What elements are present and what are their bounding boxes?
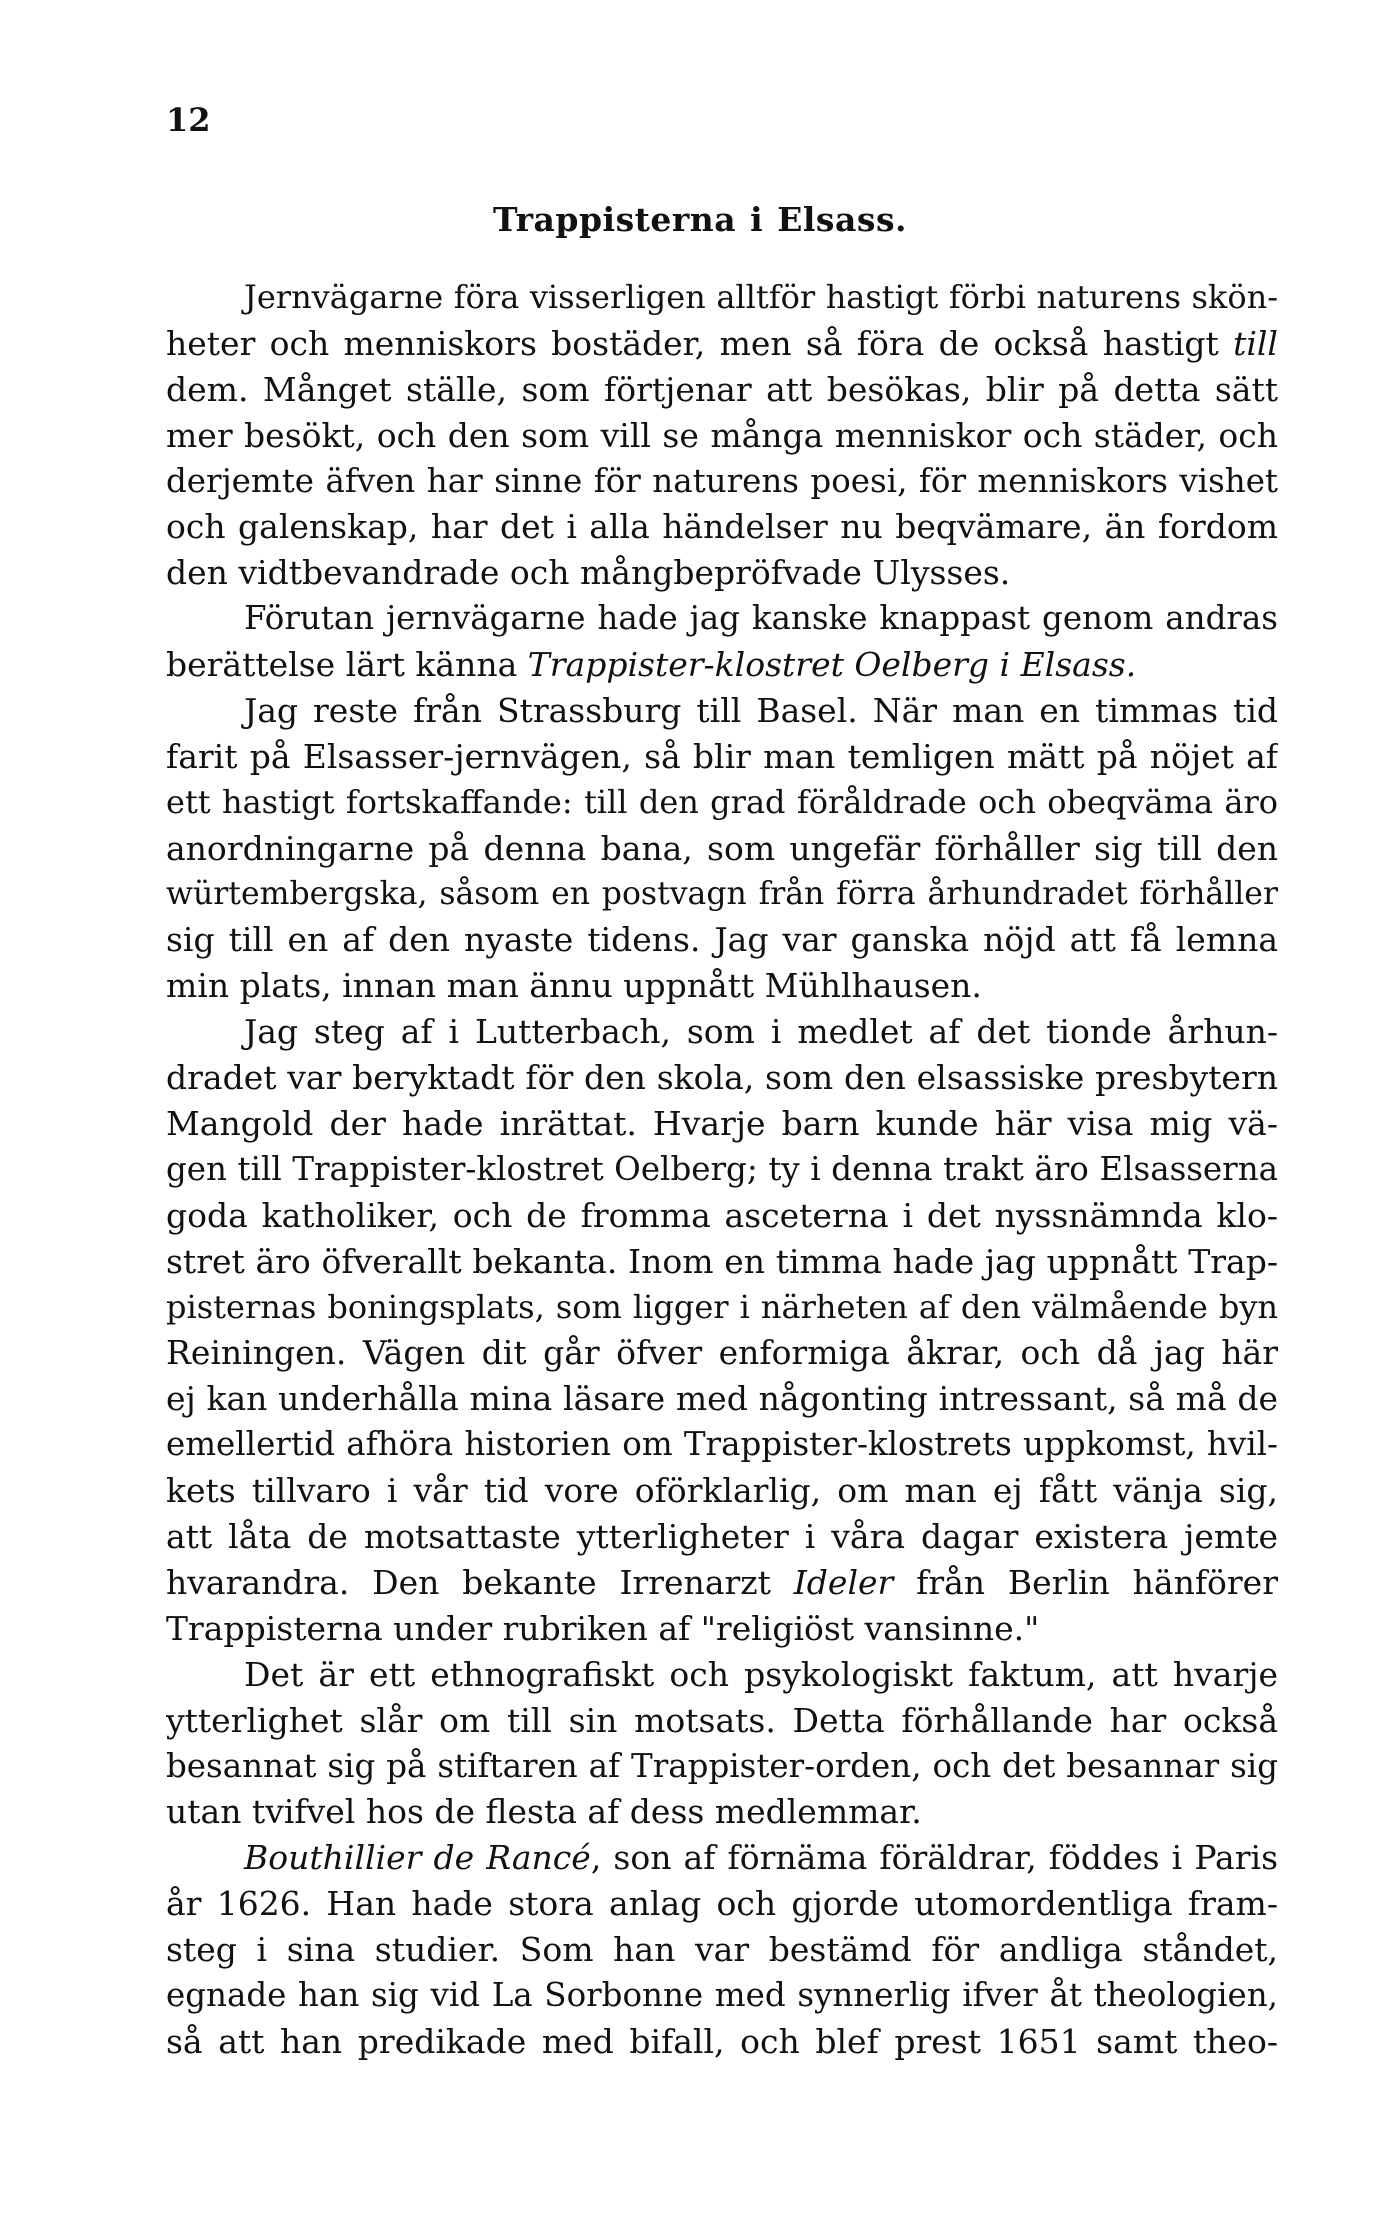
text-segment: emellertid afhöra historien om Trappister-klostrets uppkomst, hvil- bbox=[166, 1425, 1278, 1464]
text-line bbox=[166, 780, 1278, 826]
page-number: 12 bbox=[166, 101, 211, 139]
text-line bbox=[166, 1789, 1278, 1835]
text-segment: dradet var beryktadt för den skola, som den elsassiske presbytern bbox=[166, 1058, 1278, 1098]
text-segment: hvarandra. Den bekante Irrenarzt bbox=[166, 1562, 794, 1602]
text-segment: kets tillvaro i vår tid vore oförklarlig, om man ej fått vänja sig, bbox=[166, 1471, 1278, 1511]
text-line bbox=[166, 1514, 1278, 1560]
emphasized-text: till bbox=[1233, 323, 1278, 363]
text-segment: dem. Månget ställe, som förtjenar att besökas, blir på detta sätt bbox=[166, 369, 1278, 409]
text-segment: Reiningen. Vägen dit går öfver enformiga åkrar, och då jag här bbox=[166, 1333, 1278, 1373]
text-segment: stret äro öfverallt bekanta. Inom en timma hade jag uppnått Trap- bbox=[166, 1241, 1278, 1281]
text-line bbox=[166, 1285, 1278, 1331]
text-line bbox=[166, 1744, 1278, 1790]
text-segment: würtembergska, såsom en postvagn från förra århundradet förhåller bbox=[166, 875, 1278, 912]
chapter-title-word-3: Elsass. bbox=[777, 200, 908, 239]
text-line bbox=[166, 550, 1278, 596]
text-line bbox=[166, 734, 1278, 780]
text-segment: anordningarne på denna bana, som ungefär förhåller sig till den bbox=[166, 828, 1278, 868]
text-segment: utan tvifvel hos de flesta af dess medlemmar. bbox=[166, 1792, 922, 1832]
text-line bbox=[166, 1009, 1278, 1055]
text-segment: Trappisterna under rubriken af "religiöst vansinne." bbox=[166, 1608, 1040, 1648]
chapter-title bbox=[0, 200, 1400, 239]
text-line bbox=[166, 1881, 1278, 1927]
text-line bbox=[166, 1560, 1278, 1606]
text-segment: år 1626. Han hade stora anlag och gjorde utomordentliga fram- bbox=[166, 1884, 1278, 1924]
text-line bbox=[166, 1147, 1278, 1193]
text-segment: Jag steg af i Lutterbach, som i medlet af det tionde århun- bbox=[244, 1012, 1278, 1052]
text-segment: pisternas boningsplats, som ligger i närheten af den välmående byn bbox=[166, 1287, 1278, 1326]
text-segment: att låta de motsattaste ytterligheter i våra dagar existera jemte bbox=[166, 1517, 1278, 1557]
text-segment: så att han predikade med bifall, och blef prest 1651 samt theo- bbox=[166, 2021, 1278, 2061]
text-line bbox=[166, 413, 1278, 459]
text-segment: ett hastigt fortskaffande: till den grad föråldrade och obeqväma äro bbox=[166, 782, 1278, 821]
text-segment: goda katholiker, och de fromma asceterna i det nyssnämnda klo- bbox=[166, 1195, 1278, 1235]
text-line bbox=[166, 1835, 1278, 1881]
text-line bbox=[166, 1376, 1278, 1422]
text-line bbox=[166, 367, 1278, 413]
text-segment: farit på Elsasser-jernvägen, så blir man temligen mätt på nöjet af bbox=[166, 736, 1278, 776]
chapter-title-word-2: i bbox=[750, 200, 764, 239]
text-line bbox=[166, 504, 1278, 550]
text-segment: från Berlin hänförer bbox=[893, 1562, 1278, 1602]
text-segment: besannat sig på stiftaren af Trappister-orden, och det besannar sig bbox=[166, 1746, 1278, 1785]
text-line bbox=[166, 1698, 1278, 1744]
text-segment: Mangold der hade inrättat. Hvarje barn kunde här visa mig vä- bbox=[166, 1104, 1278, 1144]
text-segment: gen till Trappister-klostret Oelberg; ty i denna trakt äro Elsasserna bbox=[166, 1149, 1278, 1188]
text-line bbox=[166, 1330, 1278, 1376]
text-line bbox=[166, 321, 1278, 367]
body-text bbox=[166, 275, 1278, 2065]
text-line bbox=[166, 1193, 1278, 1239]
text-segment: Jernvägarne föra visserligen alltför hastigt förbi naturens skön- bbox=[244, 278, 1278, 316]
text-line bbox=[166, 1422, 1278, 1468]
text-line bbox=[166, 1973, 1278, 2019]
text-segment: egnade han sig vid La Sorbonne med synnerlig ifver åt theologien, bbox=[166, 1975, 1278, 2014]
text-line bbox=[166, 1606, 1278, 1652]
text-line bbox=[166, 1101, 1278, 1147]
text-segment: heter och menniskors bostäder, men så föra de också hastigt bbox=[166, 323, 1234, 363]
text-segment: den vidtbevandrade och mångbepröfvade Ulysses. bbox=[166, 553, 1011, 593]
chapter-title-word-1: Trappisterna bbox=[492, 200, 737, 239]
text-segment: berättelse lärt känna bbox=[166, 645, 528, 685]
text-segment: mer besökt, och den som vill se många menniskor och städer, och bbox=[166, 415, 1278, 455]
text-line bbox=[166, 688, 1278, 734]
text-segment: , son af förnäma föräldrar, föddes i Paris bbox=[590, 1838, 1278, 1878]
text-segment: derjemte äfven har sinne för naturens poesi, för menniskors vishet bbox=[166, 461, 1278, 500]
text-segment: Det är ett ethnografiskt och psykologiskt faktum, att hvarje bbox=[244, 1654, 1278, 1694]
text-line bbox=[166, 1652, 1278, 1698]
emphasized-text: Trappister-klostret Oelberg i Elsass. bbox=[527, 645, 1137, 685]
text-line bbox=[166, 826, 1278, 872]
emphasized-text: Bouthillier de Rancé bbox=[244, 1838, 591, 1878]
text-line bbox=[166, 963, 1278, 1009]
text-segment: steg i sina studier. Som han var bestämd för andliga ståndet, bbox=[166, 1930, 1278, 1970]
text-segment: Förutan jernvägarne hade jag kanske knappast genom andras bbox=[244, 599, 1278, 638]
text-line bbox=[166, 872, 1278, 918]
text-line bbox=[166, 917, 1278, 963]
text-segment: sig till en af den nyaste tidens. Jag var ganska nöjd att få lemna bbox=[166, 920, 1278, 960]
text-line bbox=[166, 1239, 1278, 1285]
text-line bbox=[166, 596, 1278, 642]
text-segment: Jag reste från Strassburg till Basel. När man en timmas tid bbox=[244, 691, 1278, 731]
text-line bbox=[166, 1468, 1278, 1514]
text-line bbox=[166, 459, 1278, 505]
emphasized-text: Ideler bbox=[793, 1562, 894, 1602]
text-line bbox=[166, 1927, 1278, 1973]
text-line bbox=[166, 275, 1278, 321]
text-segment: ytterlighet slår om till sin motsats. Detta förhållande har också bbox=[166, 1700, 1278, 1740]
text-segment: och galenskap, har det i alla händelser nu beqvämare, än fordom bbox=[166, 507, 1278, 547]
text-line bbox=[166, 2019, 1278, 2065]
text-line bbox=[166, 642, 1278, 688]
text-segment: min plats, innan man ännu uppnått Mühlhausen. bbox=[166, 966, 982, 1006]
text-line bbox=[166, 1055, 1278, 1101]
text-segment: ej kan underhålla mina läsare med någonting intressant, så må de bbox=[166, 1379, 1278, 1419]
